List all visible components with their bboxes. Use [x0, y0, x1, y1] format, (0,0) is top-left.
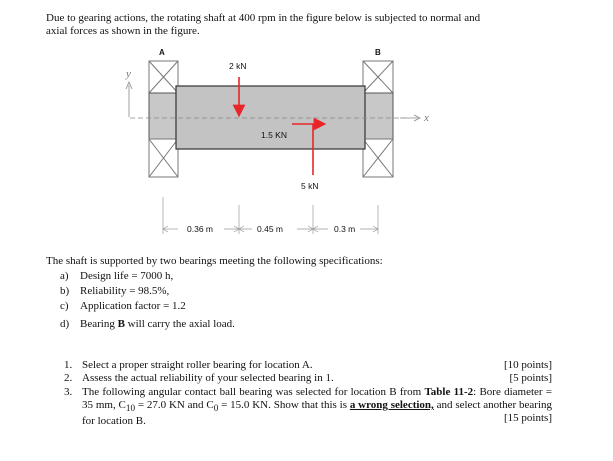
x-axis	[400, 115, 420, 121]
c10-subscript: 10	[125, 403, 136, 414]
q3-text-before: The following angular contact ball bearing was selected for location B from	[82, 386, 425, 398]
spec-item-label: c)	[60, 300, 69, 312]
question-text: Assess the actual reliability of your selected bearing in 1.	[82, 372, 334, 384]
spec-item	[60, 318, 235, 331]
spec-item-label: a)	[60, 270, 69, 282]
q3-text-mid2: = 27.0 KN and C	[135, 399, 214, 411]
question-2	[64, 372, 552, 385]
dim-0-45-label: 0.45 m	[257, 224, 283, 234]
intro-line-1: Due to gearing actions, the rotating shaft at 400 rpm in the figure below is subjected to normal and	[46, 12, 481, 24]
spec-item-text: Bearing	[80, 318, 118, 330]
force-axial-label: 1.5 KN	[261, 130, 287, 140]
spec-item	[60, 270, 173, 283]
y-axis-label: y	[126, 68, 131, 80]
question-number: 3.	[64, 386, 73, 398]
spec-item-text-after: will carry the axial load.	[124, 318, 235, 330]
c0-subscript: 0	[213, 403, 219, 414]
y-axis	[126, 82, 132, 117]
bearing-b-label: B	[375, 48, 381, 57]
bearing-b-bold: B	[117, 318, 125, 330]
wrong-selection-emphasis: a wrong selection,	[349, 399, 434, 411]
spec-item-label: d)	[60, 318, 70, 330]
question-number: 1.	[64, 359, 73, 371]
bearing-a	[149, 61, 178, 177]
bearing-b	[363, 61, 393, 177]
force-bottom-label: 5 kN	[301, 181, 319, 191]
spec-intro: The shaft is supported by two bearings meeting the following specifications:	[46, 255, 383, 267]
spec-item	[60, 285, 169, 298]
question-text: Select a proper straight roller bearing for location A.	[82, 359, 313, 371]
bearing-a-label: A	[159, 48, 165, 57]
question-points: [5 points]	[509, 372, 552, 384]
spec-item-text: Reliability = 98.5%,	[80, 285, 170, 297]
question-1	[64, 359, 552, 372]
table-reference: Table 11-2	[424, 386, 474, 398]
question-3	[64, 386, 552, 428]
dim-0-36-label: 0.36 m	[187, 224, 213, 234]
intro-line-2: axial forces as shown in the figure.	[46, 25, 200, 37]
x-axis-label: x	[424, 112, 429, 124]
spec-item	[60, 300, 186, 313]
spec-item-label: b)	[60, 285, 70, 297]
question-points: [10 points]	[504, 359, 552, 371]
question-points: [15 points]	[504, 412, 552, 424]
q3-text-mid3: = 15.0 KN. Show that this is	[218, 399, 350, 411]
force-top-label: 2 kN	[229, 61, 247, 71]
spec-item-text: Application factor = 1.2	[80, 300, 186, 312]
question-number: 2.	[64, 372, 73, 384]
q3-text-mid: : Bore diameter = 35 mm, C	[82, 386, 552, 411]
dim-0-3-label: 0.3 m	[334, 224, 356, 234]
question-text	[82, 386, 552, 428]
q3-text-after: and select another bearing for location B.	[82, 399, 552, 428]
spec-item-text: Design life = 7000 h,	[80, 270, 174, 282]
